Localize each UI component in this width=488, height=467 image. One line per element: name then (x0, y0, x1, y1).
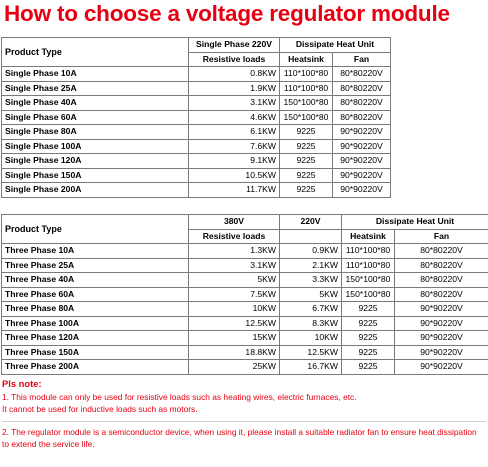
product-name-cell: Single Phase 200A (2, 183, 189, 198)
fan-cell: 80*80220V (333, 96, 391, 111)
load-220v-cell: 0.9KW (280, 244, 342, 259)
fan-cell: 80*80220V (333, 67, 391, 82)
divider (2, 421, 486, 422)
load-380v-cell: 7.5KW (189, 287, 280, 302)
380v-header: 380V (189, 215, 280, 230)
fan-cell: 90*90220V (395, 302, 488, 317)
product-name-cell: Three Phase 40A (2, 273, 189, 288)
table-row (2, 81, 391, 96)
page-title: How to choose a voltage regulator module (4, 1, 450, 26)
heatsink-cell: 9225 (342, 345, 395, 360)
product-name-cell: Three Phase 80A (2, 302, 189, 317)
fan-cell: 90*90220V (333, 125, 391, 140)
table-row (2, 125, 391, 140)
three-phase-table (1, 214, 488, 375)
table-row (2, 258, 488, 273)
fan-cell: 90*90220V (333, 139, 391, 154)
fan-cell: 90*90220V (395, 360, 488, 375)
table-header-row (2, 38, 391, 53)
resistive-load-cell: 3.1KW (189, 96, 280, 111)
table-row (2, 183, 391, 198)
product-name-cell: Three Phase 100A (2, 316, 189, 331)
load-220v-cell: 16.7KW (280, 360, 342, 375)
note-line-1: 1. This module can only be used for resistive loads such as heating wires, electric furnaces, etc. (2, 391, 357, 402)
product-name-cell: Three Phase 10A (2, 244, 189, 259)
resistive-loads-header: Resistive loads (189, 52, 280, 67)
table-row (2, 96, 391, 111)
heatsink-cell: 9225 (280, 125, 333, 140)
resistive-load-cell: 9.1KW (189, 154, 280, 169)
product-name-cell: Single Phase 150A (2, 168, 189, 183)
fan-cell: 80*80220V (395, 258, 488, 273)
fan-header: Fan (333, 52, 391, 67)
heatsink-cell: 150*100*80 (280, 96, 333, 111)
load-380v-cell: 18.8KW (189, 345, 280, 360)
resistive-load-cell: 1.9KW (189, 81, 280, 96)
product-type-header: Product Type (2, 215, 189, 244)
product-name-cell: Single Phase 100A (2, 139, 189, 154)
table-row (2, 154, 391, 169)
fan-cell: 80*80220V (395, 287, 488, 302)
heatsink-cell: 150*100*80 (342, 287, 395, 302)
resistive-load-cell: 10.5KW (189, 168, 280, 183)
table-row (2, 110, 391, 125)
fan-cell: 80*80220V (333, 110, 391, 125)
load-220v-cell: 2.1KW (280, 258, 342, 273)
dissipate-heat-unit-header: Dissipate Heat Unit (342, 215, 488, 230)
product-name-cell: Single Phase 120A (2, 154, 189, 169)
heatsink-cell: 9225 (342, 316, 395, 331)
load-380v-cell: 15KW (189, 331, 280, 346)
product-name-cell: Three Phase 150A (2, 345, 189, 360)
table-row (2, 360, 488, 375)
product-name-cell: Three Phase 120A (2, 331, 189, 346)
fan-cell: 90*90220V (333, 154, 391, 169)
fan-cell: 90*90220V (395, 331, 488, 346)
load-220v-cell: 3.3KW (280, 273, 342, 288)
heatsink-cell: 150*100*80 (342, 273, 395, 288)
load-220v-cell: 6.7KW (280, 302, 342, 317)
single-phase-220v-header: Single Phase 220V (189, 38, 280, 53)
table-row (2, 345, 488, 360)
table-row (2, 302, 488, 317)
table-row (2, 287, 488, 302)
load-220v-cell: 5KW (280, 287, 342, 302)
product-name-cell: Single Phase 10A (2, 67, 189, 82)
product-name-cell: Single Phase 25A (2, 81, 189, 96)
heatsink-cell: 9225 (280, 168, 333, 183)
fan-cell: 90*90220V (333, 168, 391, 183)
dissipate-heat-unit-header: Dissipate Heat Unit (280, 38, 391, 53)
heatsink-cell: 110*100*80 (342, 258, 395, 273)
resistive-load-cell: 0.8KW (189, 67, 280, 82)
product-name-cell: Single Phase 40A (2, 96, 189, 111)
load-380v-cell: 1.3KW (189, 244, 280, 259)
resistive-load-cell: 4.6KW (189, 110, 280, 125)
load-380v-cell: 12.5KW (189, 316, 280, 331)
product-type-header: Product Type (2, 38, 189, 67)
fan-cell: 90*90220V (395, 316, 488, 331)
heatsink-cell: 9225 (342, 331, 395, 346)
heatsink-cell: 9225 (280, 154, 333, 169)
product-name-cell: Three Phase 25A (2, 258, 189, 273)
load-380v-cell: 25KW (189, 360, 280, 375)
table-header-row (2, 215, 488, 230)
heatsink-cell: 150*100*80 (280, 110, 333, 125)
resistive-loads-header: Resistive loads (189, 229, 280, 244)
single-phase-table (1, 37, 391, 198)
heatsink-cell: 110*100*80 (342, 244, 395, 259)
heatsink-cell: 9225 (342, 302, 395, 317)
220v-header: 220V (280, 215, 342, 230)
fan-header: Fan (395, 229, 488, 244)
load-220v-cell: 12.5KW (280, 345, 342, 360)
heatsink-cell: 110*100*80 (280, 81, 333, 96)
table-row (2, 67, 391, 82)
table-row (2, 316, 488, 331)
product-name-cell: Three Phase 200A (2, 360, 189, 375)
note-line-2: It cannot be used for inductive loads such as motors. (2, 404, 198, 414)
heatsink-cell: 9225 (280, 183, 333, 198)
heatsink-header: Heatsink (280, 52, 333, 67)
table-row (2, 331, 488, 346)
heatsink-cell: 110*100*80 (280, 67, 333, 82)
product-name-cell: Single Phase 80A (2, 125, 189, 140)
load-380v-cell: 5KW (189, 273, 280, 288)
resistive-load-cell: 6.1KW (189, 125, 280, 140)
product-name-cell: Three Phase 60A (2, 287, 189, 302)
fan-cell: 80*80220V (395, 244, 488, 259)
heatsink-cell: 9225 (280, 139, 333, 154)
note-line-3: 2. The regulator module is a semiconductor device, when using it, please install a suitable radiator fan to ensure heat dissipation to extend the service life. (2, 426, 477, 449)
heatsink-header: Heatsink (342, 229, 395, 244)
heatsink-cell: 9225 (342, 360, 395, 375)
resistive-load-cell: 11.7KW (189, 183, 280, 198)
table-row (2, 244, 488, 259)
load-380v-cell: 3.1KW (189, 258, 280, 273)
fan-cell: 80*80220V (333, 81, 391, 96)
resistive-load-cell: 7.6KW (189, 139, 280, 154)
fan-cell: 80*80220V (395, 273, 488, 288)
table-row (2, 273, 488, 288)
table-row (2, 168, 391, 183)
load-220v-cell: 10KW (280, 331, 342, 346)
product-name-cell: Single Phase 60A (2, 110, 189, 125)
notes-section (2, 378, 486, 451)
table-row (2, 139, 391, 154)
notes-title: Pls note: (2, 378, 42, 389)
fan-cell: 90*90220V (333, 183, 391, 198)
load-220v-cell: 8.3KW (280, 316, 342, 331)
fan-cell: 90*90220V (395, 345, 488, 360)
load-380v-cell: 10KW (189, 302, 280, 317)
empty-cell (280, 229, 342, 244)
